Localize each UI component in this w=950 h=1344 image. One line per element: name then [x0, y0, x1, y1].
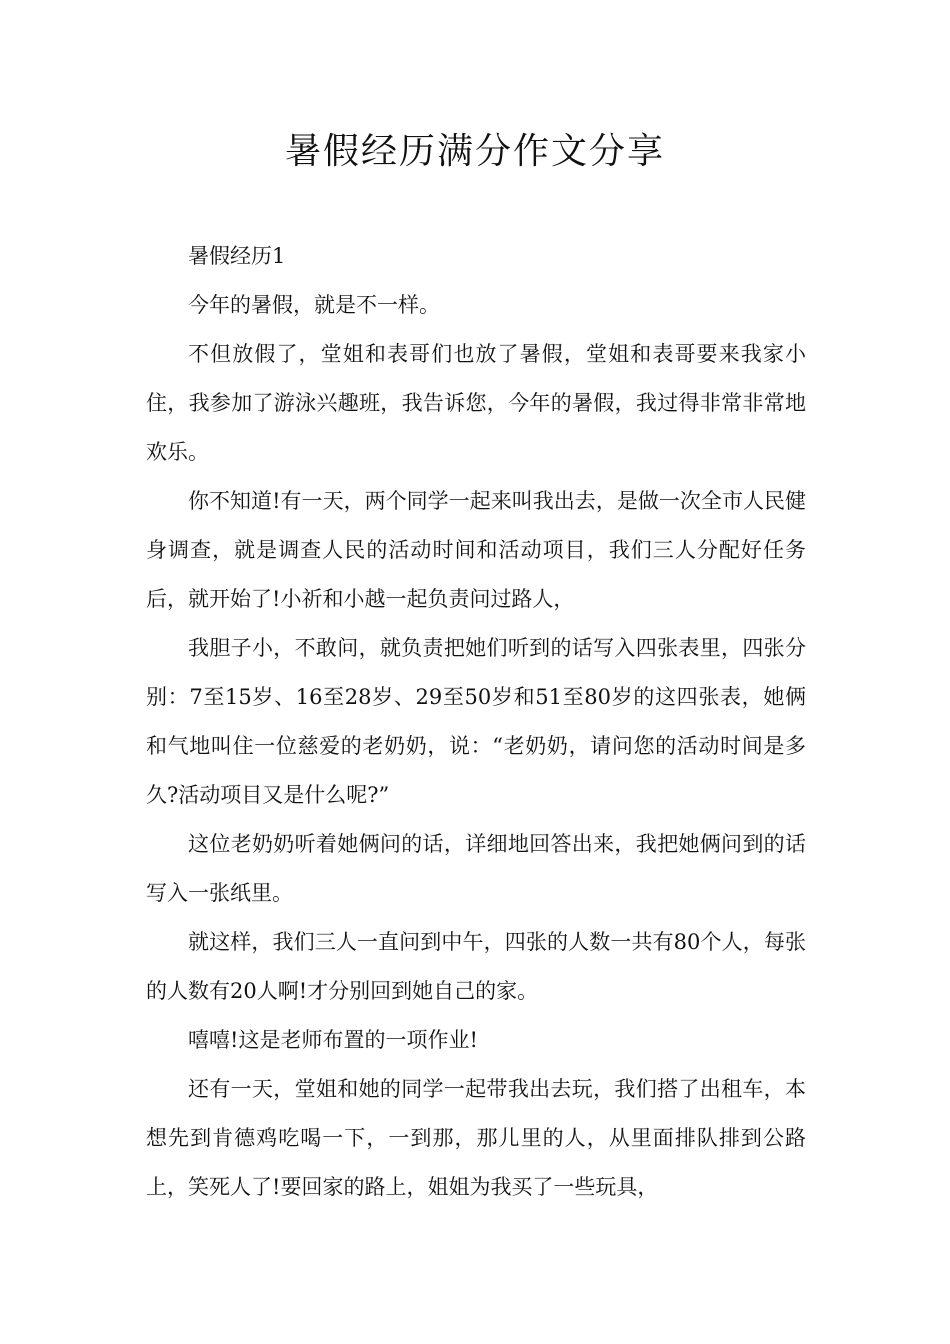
paragraph-section-heading: 暑假经历1 [188, 244, 286, 268]
paragraph: 嘻嘻!这是老师布置的一项作业! [188, 1028, 478, 1052]
paragraph: 你不知道!有一天，两个同学一起来叫我出去，是做一次全市人民健身调查，就是调查人民的活动时间和活动项目，我们三人分配好任务后，就开始了!小祈和小越一起负责问过路人， [146, 489, 806, 611]
paragraph: 我胆子小，不敢问，就负责把她们听到的话写入四张表里，四张分别：7至15岁、16至28岁、29至50岁和51至80岁的这四张表，她俩和气地叫住一位慈爱的老奶奶，说：“老奶奶，请问您的活动时间是多久?活动项目又是什么呢?” [146, 636, 806, 807]
paragraph: 还有一天，堂姐和她的同学一起带我出去玩，我们搭了出租车，本想先到肯德鸡吃喝一下，一到那，那儿里的人，从里面排队排到公路上，笑死人了!要回家的路上，姐姐为我买了一些玩具， [146, 1077, 806, 1199]
paragraph: 就这样，我们三人一直问到中午，四张的人数一共有80个人，每张的人数有20人啊!才分别回到她自己的家。 [146, 930, 806, 1003]
paragraph: 不但放假了，堂姐和表哥们也放了暑假，堂姐和表哥要来我家小住，我参加了游泳兴趣班，我告诉您，今年的暑假，我过得非常非常地欢乐。 [146, 342, 806, 464]
paragraph: 今年的暑假，就是不一样。 [188, 293, 440, 317]
document-body [146, 232, 806, 1212]
paragraph: 这位老奶奶听着她俩问的话，详细地回答出来，我把她俩问到的话写入一张纸里。 [146, 832, 806, 905]
page-title: 暑假经历满分作文分享 [284, 131, 665, 172]
